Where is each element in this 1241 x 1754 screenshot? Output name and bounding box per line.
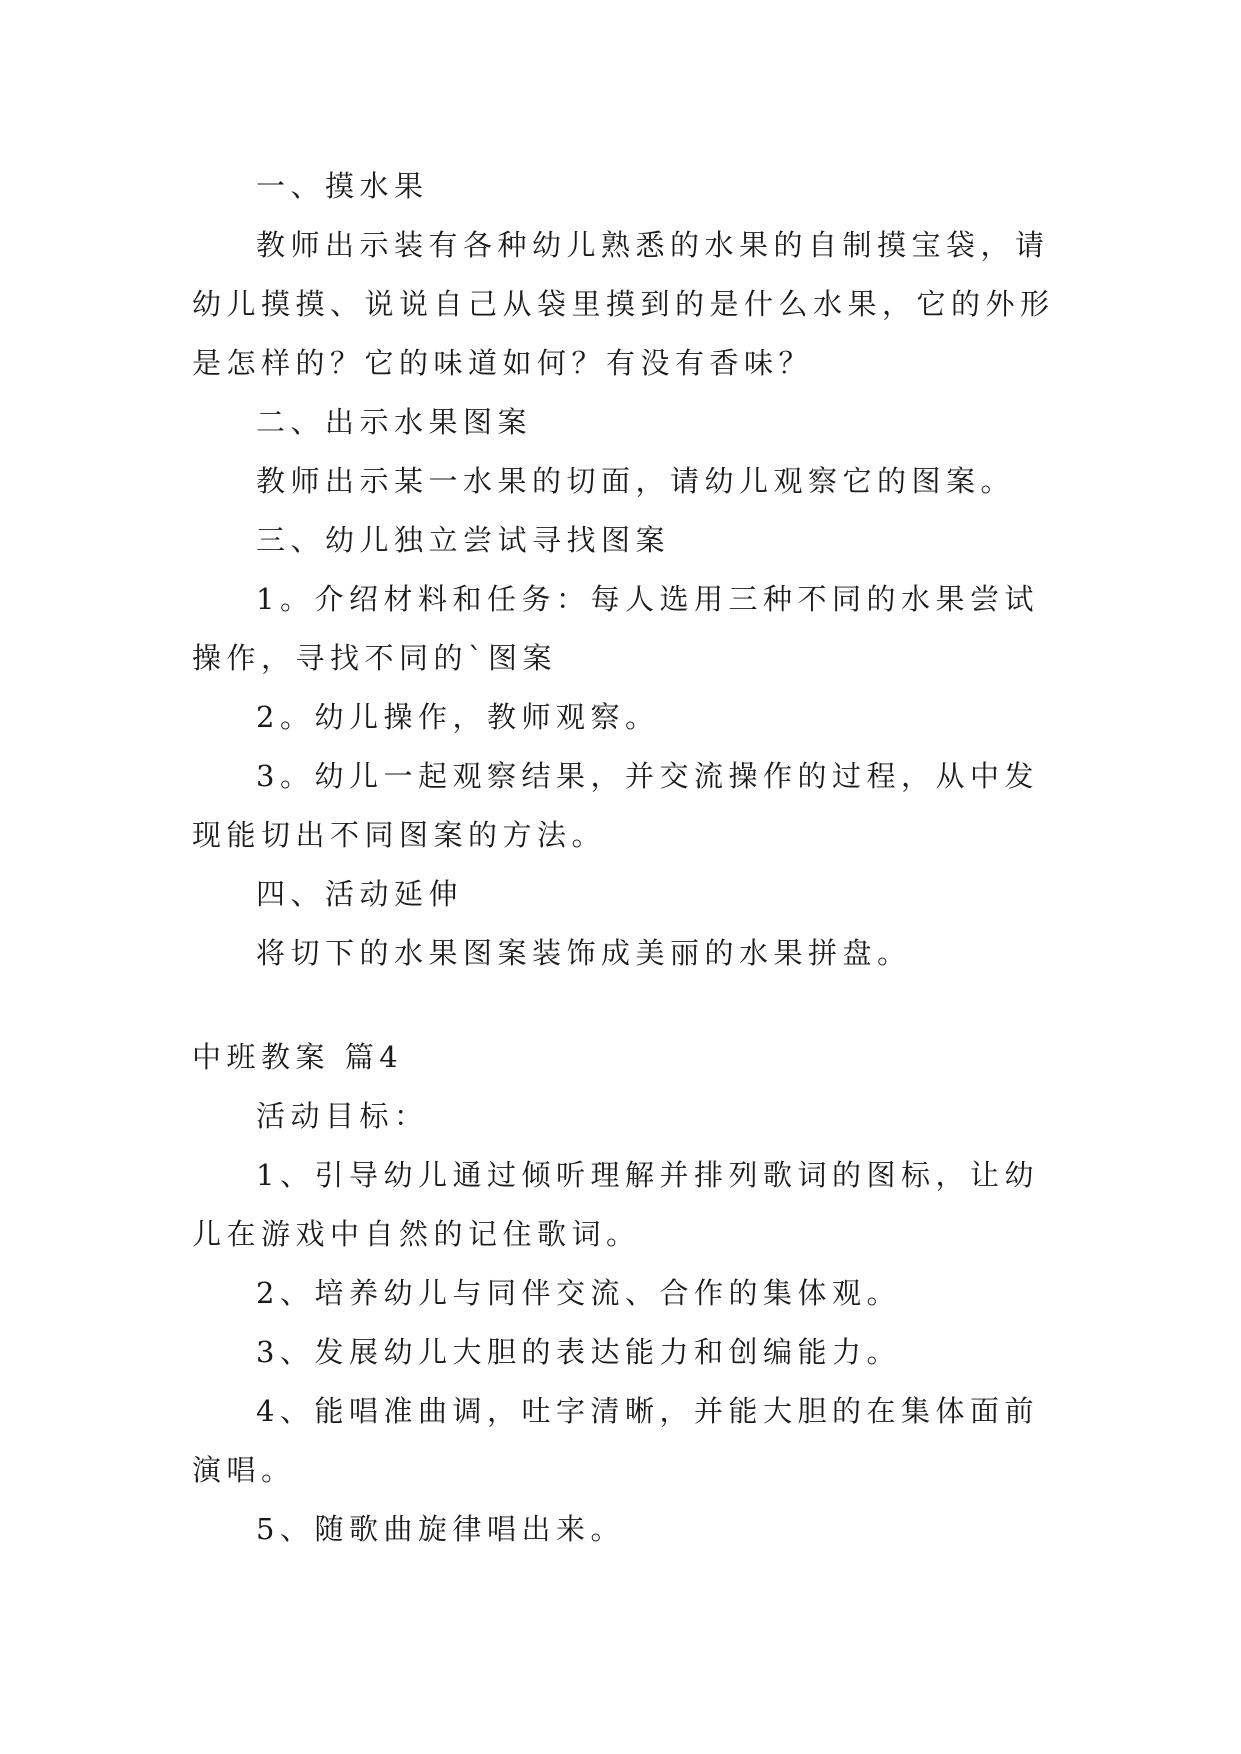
objective-4: 4、能唱准曲调，吐字清晰，并能大胆的在集体面前演唱。 (192, 1394, 1039, 1487)
lesson-plan-section-3 (192, 157, 1058, 983)
heading-independent-try: 三、幼儿独立尝试寻找图案 (256, 523, 671, 557)
objective-2: 2、培养幼儿与同伴交流、合作的集体观。 (256, 1276, 901, 1310)
objective-3: 3、发展幼儿大胆的表达能力和创编能力。 (256, 1335, 901, 1369)
objectives-heading: 活动目标： (256, 1099, 429, 1133)
step-3: 3。幼儿一起观察结果，并交流操作的过程，从中发现能切出不同图案的方法。 (192, 759, 1039, 852)
objective-5: 5、随歌曲旋律唱出来。 (256, 1512, 625, 1546)
heading-show-pattern: 二、出示水果图案 (256, 405, 533, 439)
paragraph-extension: 将切下的水果图案装饰成美丽的水果拼盘。 (256, 936, 912, 970)
step-2: 2。幼儿操作，教师观察。 (256, 700, 660, 734)
paragraph-show-pattern: 教师出示某一水果的切面，请幼儿观察它的图案。 (256, 464, 1016, 498)
section-title: 中班教案 篇4 (192, 1040, 404, 1074)
heading-extension: 四、活动延伸 (256, 877, 464, 911)
lesson-plan-section-4 (192, 1028, 1058, 1559)
step-1: 1。介绍材料和任务：每人选用三种不同的水果尝试操作，寻找不同的`图案 (192, 582, 1039, 675)
paragraph-touch-fruit: 教师出示装有各种幼儿熟悉的水果的自制摸宝袋，请幼儿摸摸、说说自己从袋里摸到的是什么水果，它的外形是怎样的？它的味道如何？有没有香味？ (192, 228, 1055, 380)
objective-1: 1、引导幼儿通过倾听理解并排列歌词的图标，让幼儿在游戏中自然的记住歌词。 (192, 1158, 1039, 1251)
heading-touch-fruit: 一、摸水果 (256, 169, 429, 203)
